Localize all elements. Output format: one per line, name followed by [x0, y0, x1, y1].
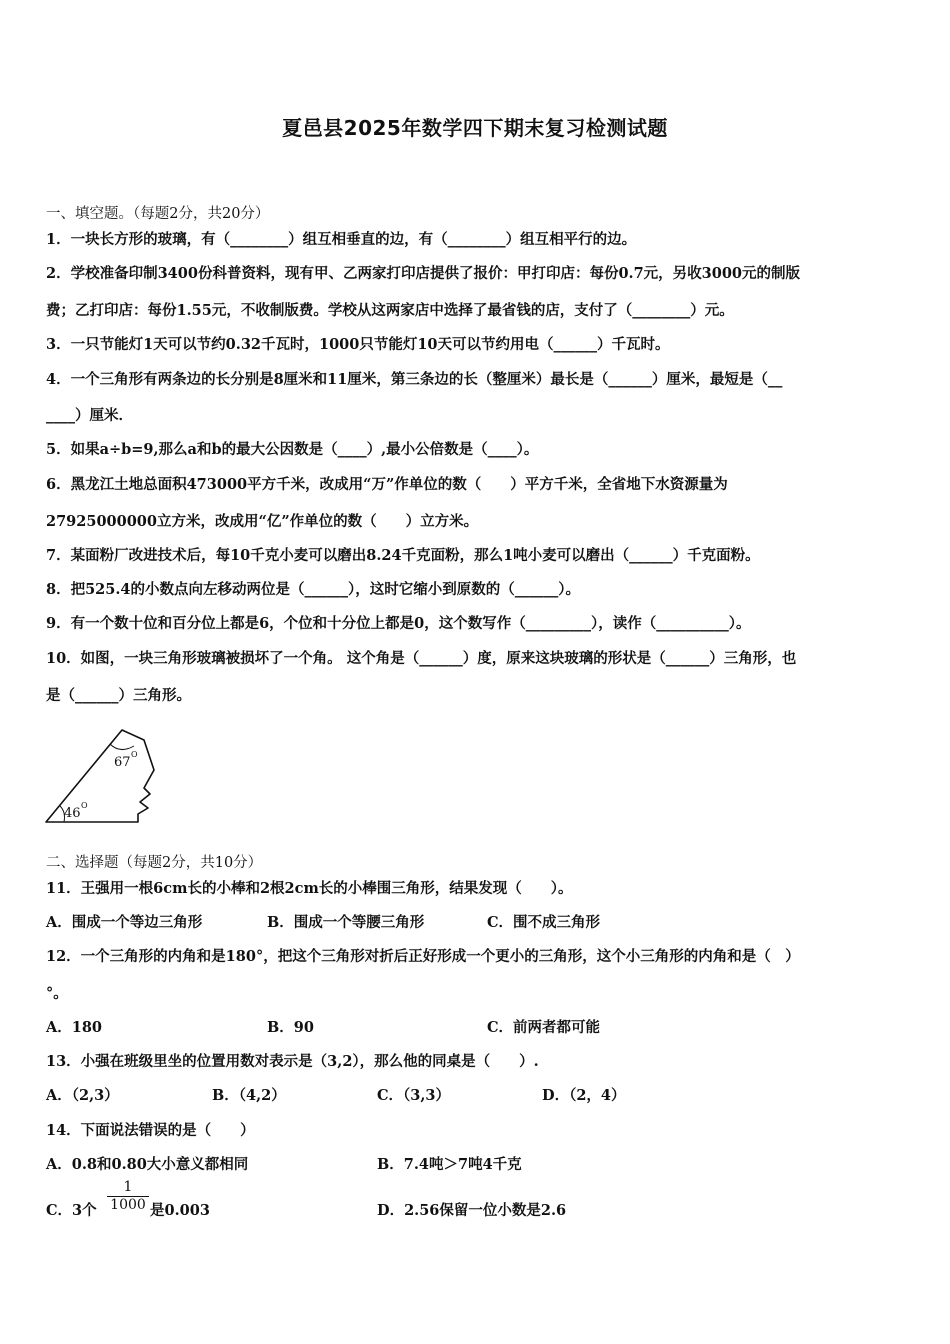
question-5: 5．如果a÷b=9,那么a和b的最大公因数是（____）,最小公倍数是（____）。: [46, 441, 539, 458]
question-4-line-2: ____）厘米．: [46, 407, 133, 424]
angle-label-67: 67: [114, 755, 131, 770]
section-heading-fill-blank: 一、填空题。（每题2分，共20分）: [46, 206, 270, 222]
question-2-line-2: 费；乙打印店：每份1.55元，不收制版费。学校从这两家店中选择了最省钱的店，支付了（________）元。: [46, 302, 734, 319]
question-14: 14．下面说法错误的是（ ）: [46, 1122, 255, 1139]
q12-option-c[interactable]: C．前两者都可能: [487, 1019, 601, 1036]
question-2-line-1: 2．学校准备印制3400份科普资料，现有甲、乙两家打印店提供了报价：甲打印店：每份0.7元，另收3000元的制版: [46, 265, 801, 282]
q13-option-b[interactable]: B．（4,2）: [212, 1087, 286, 1104]
question-10-line-1: 10．如图，一块三角形玻璃被损坏了一个角。 这个角是（______）度，原来这块玻璃的形状是（______）三角形，也: [46, 650, 797, 667]
q11-option-c[interactable]: C．围不成三角形: [487, 914, 601, 931]
question-12-line-1: 12．一个三角形的内角和是180°，把这个三角形对折后正好形成一个更小的三角形，这个小三角形的内角和是（ ）: [46, 948, 800, 965]
q14-option-b[interactable]: B．7.4吨＞7吨4千克: [377, 1156, 522, 1173]
question-8: 8．把525.4的小数点向左移动两位是（______），这时它缩小到原数的（______）。: [46, 581, 580, 598]
fraction-one-thousandth: [107, 1180, 149, 1213]
question-7: 7．某面粉厂改进技术后，每10千克小麦可以磨出8.24千克面粉，那么1吨小麦可以磨出（______）千克面粉。: [46, 547, 760, 564]
question-1: 1．一块长方形的玻璃，有（________）组互相垂直的边，有（________）组互相平行的边。: [46, 231, 637, 248]
fraction-numerator: 1: [123, 1179, 133, 1195]
q12-option-b[interactable]: B．90: [267, 1019, 314, 1036]
q11-option-a[interactable]: A．围成一个等边三角形: [46, 914, 203, 931]
section-heading-choice: 二、选择题（每题2分，共10分）: [46, 855, 263, 871]
page-title: 夏邑县2025年数学四下期末复习检测试题: [282, 116, 668, 140]
question-6-line-2: 27925000000立方米，改成用“亿”作单位的数（ ）立方米。: [46, 513, 479, 530]
question-4-line-1: 4．一个三角形有两条边的长分别是8厘米和11厘米，第三条边的长（整厘米）最长是（______）厘米，最短是（__: [46, 371, 783, 388]
question-11: 11．王强用一根6cm长的小棒和2根2cm长的小棒围三角形，结果发现（ ）。: [46, 880, 573, 897]
degree-mark: O: [81, 801, 88, 810]
q14-option-c-prefix[interactable]: C．3个: [46, 1202, 97, 1219]
question-6-line-1: 6．黑龙江土地总面积473000平方千米，改成用“万”作单位的数（ ）平方千米，全省地下水资源量为: [46, 476, 728, 493]
angle-label-46: 46: [64, 806, 81, 821]
q13-option-a[interactable]: A．（2,3）: [46, 1087, 119, 1104]
question-13: 13．小强在班级里坐的位置用数对表示是（3,2），那么他的同桌是（ ）.: [46, 1053, 539, 1070]
q14-option-a[interactable]: A．0.8和0.80大小意义都相同: [46, 1156, 249, 1173]
fraction-denominator: 1000: [110, 1197, 146, 1213]
q14-option-d[interactable]: D．2.56保留一位小数是2.6: [377, 1202, 567, 1219]
q13-option-d[interactable]: D．（2，4）: [542, 1087, 626, 1104]
question-3: 3．一只节能灯1天可以节约0.32千瓦时，1000只节能灯10天可以节约用电（______）千瓦时。: [46, 336, 670, 353]
broken-triangle-figure: [40, 722, 170, 828]
degree-mark: O: [131, 750, 138, 759]
question-12-line-2: °。: [46, 985, 68, 1002]
q14-option-c-suffix[interactable]: 是0.003: [150, 1202, 210, 1219]
q13-option-c[interactable]: C．（3,3）: [377, 1087, 451, 1104]
q11-option-b[interactable]: B．围成一个等腰三角形: [267, 914, 425, 931]
question-10-line-2: 是（______）三角形。: [46, 687, 191, 704]
question-9: 9．有一个数十位和百分位上都是6，个位和十分位上都是0，这个数写作（_________），读作（__________）。: [46, 615, 751, 632]
q12-option-a[interactable]: A．180: [46, 1019, 103, 1036]
